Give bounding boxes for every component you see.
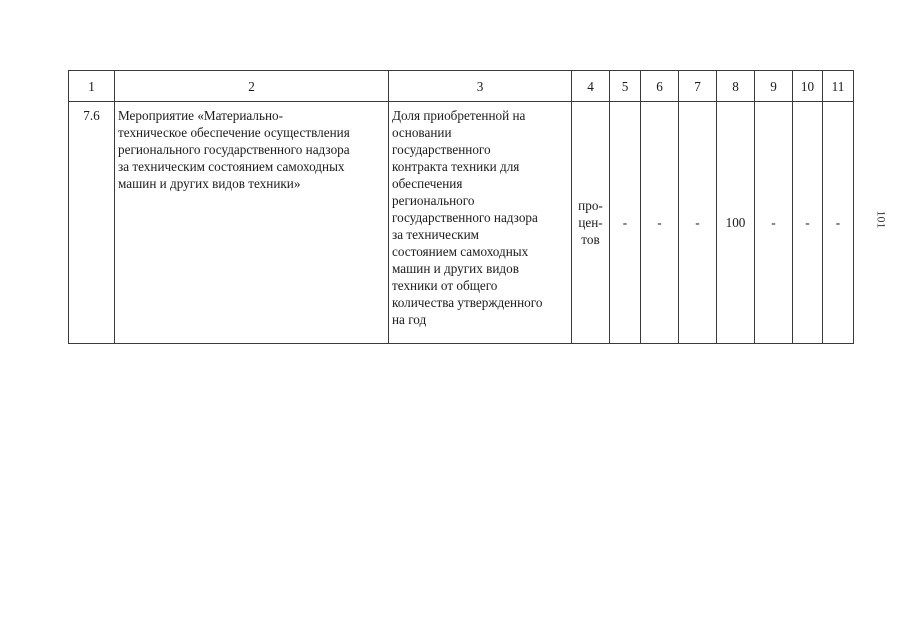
indicator-table <box>68 70 854 344</box>
indicator-line: контракта техники для <box>392 159 520 174</box>
indicator-line: количества утвержденного <box>392 295 543 310</box>
event-description <box>115 102 389 344</box>
header-cell-2: 2 <box>115 71 389 102</box>
value-cell-8: 100 <box>717 102 755 344</box>
unit-line: про- <box>578 198 603 213</box>
value-cell-9: - <box>755 102 793 344</box>
unit-line: тов <box>581 232 600 247</box>
row-number: 7.6 <box>69 102 115 344</box>
header-cell-10: 10 <box>793 71 823 102</box>
event-line: за техническим состоянием самоходных <box>118 159 345 174</box>
table-row <box>69 102 854 344</box>
header-cell-8: 8 <box>717 71 755 102</box>
event-line: Мероприятие «Материально- <box>118 108 284 123</box>
header-cell-4: 4 <box>572 71 610 102</box>
header-cell-11: 11 <box>823 71 854 102</box>
indicator-line: государственного <box>392 142 491 157</box>
event-line: машин и других видов техники» <box>118 176 301 191</box>
table-header-row <box>69 71 854 102</box>
header-cell-3: 3 <box>389 71 572 102</box>
indicator-line: техники от общего <box>392 278 498 293</box>
event-line: регионального государственного надзора <box>118 142 350 157</box>
indicator-line: состоянием самоходных <box>392 244 529 259</box>
unit-line: цен- <box>578 215 603 230</box>
indicator-line: Доля приобретенной на <box>392 108 526 123</box>
indicator-line: регионального <box>392 193 475 208</box>
value-cell-5: - <box>610 102 641 344</box>
indicator-line: обеспечения <box>392 176 463 191</box>
header-cell-1: 1 <box>69 71 115 102</box>
value-cell-11: - <box>823 102 854 344</box>
header-cell-7: 7 <box>679 71 717 102</box>
value-cell-6: - <box>641 102 679 344</box>
header-cell-5: 5 <box>610 71 641 102</box>
indicator-line: на год <box>392 312 427 327</box>
indicator-line: основании <box>392 125 452 140</box>
indicator-line: за техническим <box>392 227 479 242</box>
header-cell-9: 9 <box>755 71 793 102</box>
indicator-description <box>389 102 572 344</box>
indicator-line: машин и других видов <box>392 261 519 276</box>
header-cell-6: 6 <box>641 71 679 102</box>
page-number: 101 <box>874 210 889 229</box>
event-line: техническое обеспечение осуществления <box>118 125 350 140</box>
indicator-line: государственного надзора <box>392 210 538 225</box>
value-cell-10: - <box>793 102 823 344</box>
unit-cell <box>572 102 610 344</box>
value-cell-7: - <box>679 102 717 344</box>
